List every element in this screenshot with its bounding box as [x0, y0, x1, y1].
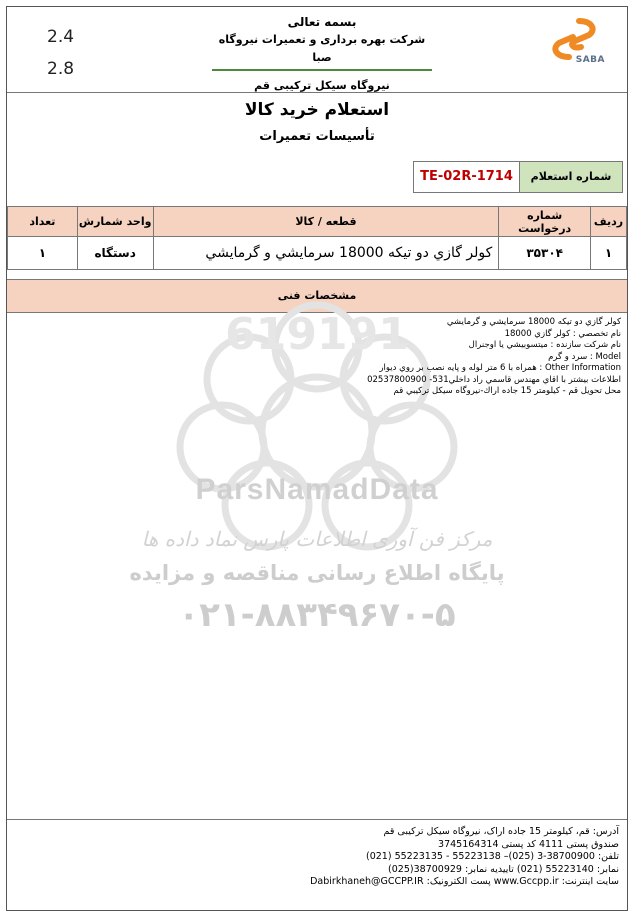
plant-name: نیروگاه سیکل ترکیبی قم	[254, 79, 390, 92]
header-row-number: ردیف	[591, 207, 627, 237]
spec-line: نام شركت سازنده : ميتسوبيشي يا اوجنرال	[468, 340, 621, 350]
watermark-line-2: پایگاه اطلاع رسانی مناقصه و مزایده	[129, 561, 505, 585]
watermark-line-1: مرکز فن آوری اطلاعات پارس نماد داده ها	[141, 527, 493, 551]
document-title: استعلام خرید کالا	[244, 100, 390, 120]
watermark-brand: ParsNamadData	[195, 473, 439, 506]
header-item: قطعه / کالا	[153, 207, 499, 237]
header-request-number: شماره درخواست	[499, 207, 591, 237]
version-2: 2.8	[47, 59, 75, 79]
spec-line: كولر گازي دو تيكه 18000 سرمايشي و گرمايشي	[446, 317, 621, 327]
spec-line: نام تخصصي : كولر گازي 18000	[504, 328, 621, 339]
footer-fax: نمابر: 55223140 (021) تاییدیه نمابر: 38700929(025)	[388, 863, 619, 875]
table-row	[8, 237, 627, 270]
cell-unit: دستگاه	[77, 237, 153, 270]
document-page	[6, 6, 628, 911]
company-name: شرکت بهره برداری و تعمیرات نیروگاه صبا	[212, 31, 432, 71]
footer-phone: تلفن: 38700900-3 (025)– 55223138 - 55223135 (021)	[365, 851, 619, 862]
inquiry-number-value: TE-02R-1714	[413, 161, 519, 193]
watermark-phone: ۰۲۱-۸۸۳۴۹۶۷۰-۵	[178, 595, 456, 635]
footer-contact	[7, 819, 627, 911]
items-table	[7, 206, 627, 270]
version-1: 2.4	[47, 27, 75, 47]
header-unit: واحد شمارش	[77, 207, 153, 237]
cell-row-number: ۱	[591, 237, 627, 270]
version-numbers	[47, 21, 74, 85]
spec-line: Model : سرد و گرم	[548, 351, 621, 362]
logo-text: SABA	[575, 55, 605, 65]
spec-line: محل تحويل قم - كيلومتر 15 جاده اراك-نيروگاه سيكل تركيبي قم	[393, 386, 621, 396]
header-titles	[212, 13, 432, 97]
table-header-row	[8, 207, 627, 237]
specs-list	[21, 317, 621, 398]
specs-title: مشخصات فنی	[7, 279, 627, 313]
saba-logo-icon	[539, 17, 609, 77]
spec-line: Other Information : همراه با 6 متر لوله و پايه نصب بر روي ديوار	[379, 363, 621, 373]
inquiry-number-box	[413, 161, 623, 193]
spec-line: اطلاعات بيشتر با اقاي مهندس قاسمي راد داخلي531- 02537800900	[367, 374, 621, 385]
cell-request-number: ۳۵۳۰۴	[499, 237, 591, 270]
header-quantity: تعداد	[8, 207, 78, 237]
footer-web-email: سایت اینترنت: www.Gccpp.ir پست الکترونیک: Dabirkhaneh@GCCPP.IR	[310, 876, 619, 887]
cell-item: كولر گازي دو تيكه 18000 سرمايشي و گرمايشي	[153, 237, 499, 270]
footer-address: آدرس: قم، کیلومتر 15 جاده اراک، نیروگاه سیکل ترکیبی قم	[383, 826, 619, 837]
cell-quantity: ۱	[8, 237, 78, 270]
letter-header	[7, 7, 627, 93]
title-block	[7, 95, 627, 149]
header-bismillah: بسمه تعالی	[287, 15, 357, 29]
footer-postal: صندوق پستی 4111 کد پستی 3745164314	[438, 838, 619, 850]
document-subtitle: تأسیسات تعمیرات	[259, 129, 375, 144]
inquiry-number-label: شماره استعلام	[519, 161, 623, 193]
watermark-number: 619191	[225, 309, 409, 360]
